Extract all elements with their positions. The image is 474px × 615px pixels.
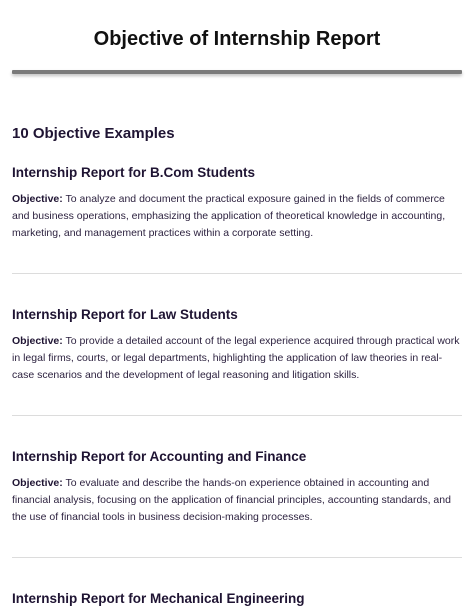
objective-label: Objective: — [12, 193, 63, 205]
section-divider — [12, 273, 462, 274]
example-title: Internship Report for Law Students — [12, 307, 238, 322]
section-heading: 10 Objective Examples — [12, 125, 175, 142]
example-objective — [12, 191, 462, 243]
objective-label: Objective: — [12, 477, 63, 489]
section-divider — [12, 557, 462, 558]
page-title: Objective of Internship Report — [93, 28, 381, 50]
objective-text: To provide a detailed account of the legal experience acquired through practical work in legal firms, courts, or legal departments, highlighting the application of law theories in real-case scenarios and the development of legal reasoning and litigation skills. — [12, 335, 460, 382]
example-title: Internship Report for Mechanical Engineering — [12, 591, 305, 606]
example-item — [12, 164, 462, 243]
section-divider — [12, 415, 462, 416]
objective-label: Objective: — [12, 335, 63, 347]
example-item — [12, 590, 462, 608]
example-title: Internship Report for Accounting and Finance — [12, 449, 307, 464]
example-item — [12, 448, 462, 527]
objective-text: To evaluate and describe the hands-on experience obtained in accounting and financial analysis, focusing on the application of financial principles, accounting standards, and the use of financial tools in business decision-making processes. — [12, 477, 451, 524]
example-objective — [12, 333, 462, 385]
example-item — [12, 306, 462, 385]
example-objective — [12, 475, 462, 527]
example-title: Internship Report for B.Com Students — [12, 165, 255, 180]
title-divider — [12, 70, 462, 74]
objective-text: To analyze and document the practical exposure gained in the fields of commerce and business operations, emphasizing the application of theoretical knowledge in accounting, marketing, and management practices within a corporate setting. — [12, 193, 446, 240]
